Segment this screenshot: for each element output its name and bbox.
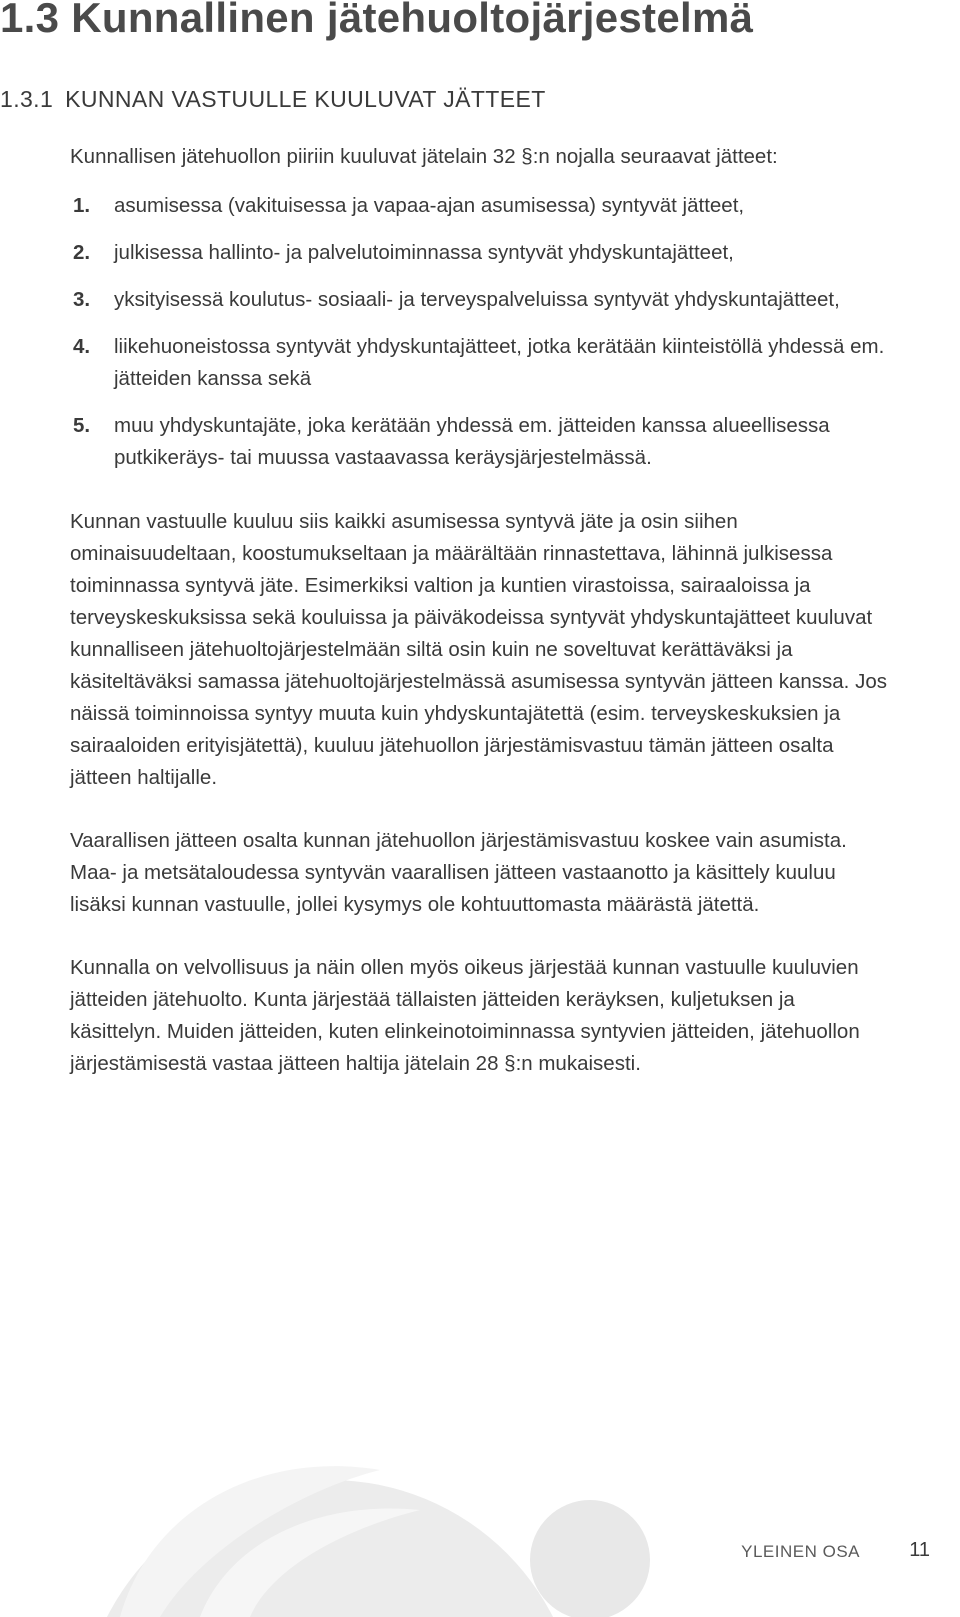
list-item-number: 1. xyxy=(73,194,91,217)
list-item-number: 3. xyxy=(73,288,91,311)
paragraph-obligation: Kunnalla on velvollisuus ja näin ollen myös oikeus järjestää kunnan vastuulle kuuluvien jätteiden jätehuolto. Kunta järjestää tällaisten jätteiden keräyksen, kuljetuksen ja käsittelyn. Muiden jätteiden, kuten elinkeinotoiminnassa syntyvien jätteiden, jätehuollon järjestämisestä vastaa jätteen haltija jätelain 28 §:n mukaisesti. xyxy=(70,956,860,1075)
paragraph-hazardous-waste: Vaarallisen jätteen osalta kunnan jätehuollon järjestämisvastuu koskee vain asumista. Maa- ja metsätaloudessa syntyvän vaarallisen jätteen vastaanotto ja käsittely kuuluu lisäksi kunnan vastuulle, jollei kysymys ole kohtuuttomasta määrästä jätettä. xyxy=(70,829,847,916)
list-item-number: 4. xyxy=(73,335,91,358)
list-item xyxy=(70,284,890,316)
decorative-brush-circles xyxy=(0,1430,700,1617)
list-item-text: asumisessa (vakituisessa ja vapaa-ajan asumisessa) syntyvät jätteet, xyxy=(114,194,745,217)
page-title: 1.3 Kunnallinen jätehuoltojärjestelmä xyxy=(0,0,754,41)
page-number: 11 xyxy=(909,1539,930,1561)
section-number: 1.3.1 xyxy=(0,86,54,112)
section-heading xyxy=(0,86,546,113)
list-item xyxy=(70,410,890,474)
footer-section-label: YLEINEN OSA xyxy=(741,1542,860,1561)
waste-list xyxy=(70,190,890,474)
list-item xyxy=(70,237,890,269)
body-content xyxy=(70,141,890,1111)
list-item-text: liikehuoneistossa syntyvät yhdyskuntajätteet, jotka kerätään kiinteistöllä yhdessä em. jätteiden kanssa sekä xyxy=(114,335,885,390)
list-item-number: 5. xyxy=(73,414,91,437)
list-item-text: muu yhdyskuntajäte, joka kerätään yhdessä em. jätteiden kanssa alueellisessa putkikeräys- tai muussa vastaavassa keräysjärjestelmässä. xyxy=(114,414,830,469)
section-title: KUNNAN VASTUULLE KUULUVAT JÄTTEET xyxy=(65,86,546,112)
list-item-number: 2. xyxy=(73,241,91,264)
list-item xyxy=(70,331,890,395)
list-item-text: yksityisessä koulutus- sosiaali- ja terveyspalveluissa syntyvät yhdyskuntajätteet, xyxy=(114,288,840,311)
list-item-text: julkisessa hallinto- ja palvelutoiminnassa syntyvät yhdyskuntajätteet, xyxy=(114,241,734,264)
intro-text: Kunnallisen jätehuollon piiriin kuuluvat jätelain 32 §:n nojalla seuraavat jätteet: xyxy=(70,145,778,168)
list-item xyxy=(70,190,890,222)
paragraph-municipal-responsibility: Kunnan vastuulle kuuluu siis kaikki asumisessa syntyvä jäte ja osin siihen ominaisuudeltaan, koostumukseltaan ja määrältään rinnastettava, lähinnä julkisessa toiminnassa syntyvä jäte. Esimerkiksi valtion ja kuntien virastoissa, sairaaloissa ja terveyskeskuksissa sekä kouluissa ja päiväkodeissa syntyvät yhdyskuntajätteet kuuluvat kunnalliseen jätehuoltojärjestelmään siltä osin kuin ne soveltuvat kerättäväksi ja käsiteltäväksi samassa jätehuoltojärjestelmässä asumisessa syntyvän jätteen kanssa. Jos näissä toiminnoissa syntyy muuta kuin yhdyskuntajätettä (esim. terveyskeskuksien ja sairaaloiden erityisjätettä), kuuluu jätehuollon järjestämisvastuu tämän jätteen osalta jätteen haltijalle. xyxy=(70,510,887,789)
